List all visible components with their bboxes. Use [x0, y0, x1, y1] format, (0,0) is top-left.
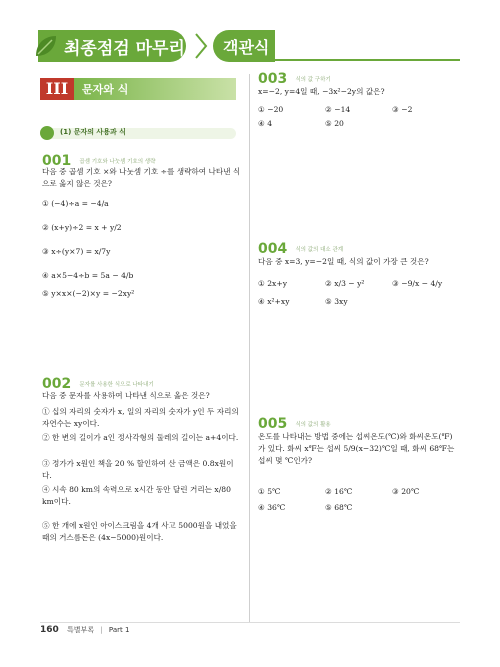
problem-003-choice-3[interactable]: ③ −2	[392, 105, 413, 114]
problem-004-choice-2[interactable]: ② x/3 − y²	[325, 279, 365, 288]
problem-005-question: 온도를 나타내는 방법 중에는 섭씨온도(℃)와 화씨온도(℉)가 있다. 화씨 x℉는 섭씨 5/9(x−32)℃일 때, 화씨 68℉는 섭씨 몇 ℃인가?	[258, 432, 455, 465]
problem-001-choice-3[interactable]: ③ x÷(y×7) = x/7y	[42, 247, 111, 256]
problem-004-header	[258, 238, 343, 257]
leaf-icon	[32, 32, 60, 60]
problem-005-choice-3[interactable]: ③ 20℃	[392, 487, 420, 496]
problem-002-choice-2[interactable]: ② 한 변의 길이가 a인 정사각형의 둘레의 길이는 a+4이다.	[42, 433, 239, 442]
problem-002-choice-1[interactable]: ① 십의 자리의 숫자가 x, 일의 자리의 숫자가 y인 두 자리의 자연수는 xy이다.	[42, 407, 239, 428]
header-underline	[275, 59, 460, 61]
problem-002-question: 다음 중 문자를 사용하여 나타낸 식으로 옳은 것은?	[42, 391, 210, 400]
problem-005-choice-4[interactable]: ④ 36℃	[258, 503, 286, 512]
problem-003-choice-5[interactable]: ⑤ 20	[325, 119, 344, 128]
problem-001-question: 다음 중 곱셈 기호 ×와 나눗셈 기호 ÷를 생략하여 나타낸 식으로 옳지 않은 것은?	[42, 167, 241, 188]
problem-tag: 식의 값의 활용	[295, 422, 331, 428]
chevron-right-icon	[194, 30, 208, 62]
problem-001-choice-1[interactable]: ① (−4)÷a = −4/a	[42, 199, 109, 208]
problem-003-choice-4[interactable]: ④ 4	[258, 119, 273, 128]
header-banner	[38, 30, 458, 62]
problem-005-choice-1[interactable]: ① 5℃	[258, 487, 281, 496]
problem-002-choice-5[interactable]: ⑤ 한 개에 x원인 아이스크림을 4개 사고 5000원을 내었을 때의 거스름돈은 (4x−5000)원이다.	[42, 521, 237, 542]
problem-004-choice-1[interactable]: ① 2x+y	[258, 279, 287, 288]
header-title-main: 최종점검 마무리	[64, 39, 185, 59]
problem-004-question: 다음 중 x=3, y=−2일 때, 식의 값이 가장 큰 것은?	[258, 257, 429, 266]
problem-002-choice-4[interactable]: ④ 시속 80 km의 속력으로 x시간 동안 달린 거리는 x/80 km이다.	[42, 485, 231, 506]
chapter-number: III	[40, 78, 74, 100]
problem-004-choice-3[interactable]: ③ −9/x − 4/y	[392, 279, 443, 288]
problem-number: 003	[258, 71, 288, 87]
problem-005-choice-5[interactable]: ⑤ 68℃	[325, 503, 353, 512]
problem-003-question: x=−2, y=4일 때, −3x²−2y의 값은?	[258, 87, 385, 96]
problem-003-choice-2[interactable]: ② −14	[325, 105, 351, 114]
footer-divider	[40, 622, 460, 623]
problem-number: 002	[42, 376, 72, 392]
problem-tag: 문자를 사용한 식으로 나타내기	[79, 382, 154, 388]
problem-number: 005	[258, 416, 288, 432]
subtopic-heading	[40, 126, 236, 140]
problem-001-choice-5[interactable]: ⑤ y×x×(−2)×y = −2xy²	[42, 289, 135, 298]
header-title-sub: 객관식 100선	[223, 38, 324, 57]
problem-002-choice-3[interactable]: ③ 정가가 x원인 책을 20 % 할인하여 산 금액은 0.8x원이다.	[42, 459, 234, 480]
problem-number: 004	[258, 241, 288, 257]
problem-tag: 식의 값 구하기	[295, 77, 331, 83]
chapter-heading	[40, 78, 236, 100]
footer-section: 특별부록	[67, 626, 95, 634]
footer-separator: |	[100, 626, 103, 634]
problem-004-choice-5[interactable]: ⑤ 3xy	[325, 297, 348, 306]
problem-001-choice-4[interactable]: ④ a×5−4÷b = 5a − 4/b	[42, 271, 134, 280]
subtopic-label: (1) 문자의 사용과 식	[60, 128, 126, 136]
column-divider	[249, 74, 250, 622]
problem-001-choice-2[interactable]: ② (x+y)÷2 = x + y/2	[42, 223, 122, 232]
problem-003-choice-1[interactable]: ① −20	[258, 105, 284, 114]
subtopic-dot	[40, 126, 54, 140]
page-number: 160	[40, 625, 59, 635]
problem-005-header	[258, 413, 331, 432]
problem-number: 001	[42, 153, 72, 169]
problem-tag: 식의 값의 대소 관계	[295, 247, 344, 253]
problem-003-header	[258, 68, 331, 87]
footer-part: Part 1	[108, 626, 130, 634]
page-footer	[40, 625, 129, 637]
problem-004-choice-4[interactable]: ④ x²+xy	[258, 297, 290, 306]
problem-005-choice-2[interactable]: ② 16℃	[325, 487, 353, 496]
problem-tag: 곱셈 기호와 나눗셈 기호의 생략	[79, 159, 156, 165]
chapter-title: 문자와 식	[82, 83, 129, 96]
